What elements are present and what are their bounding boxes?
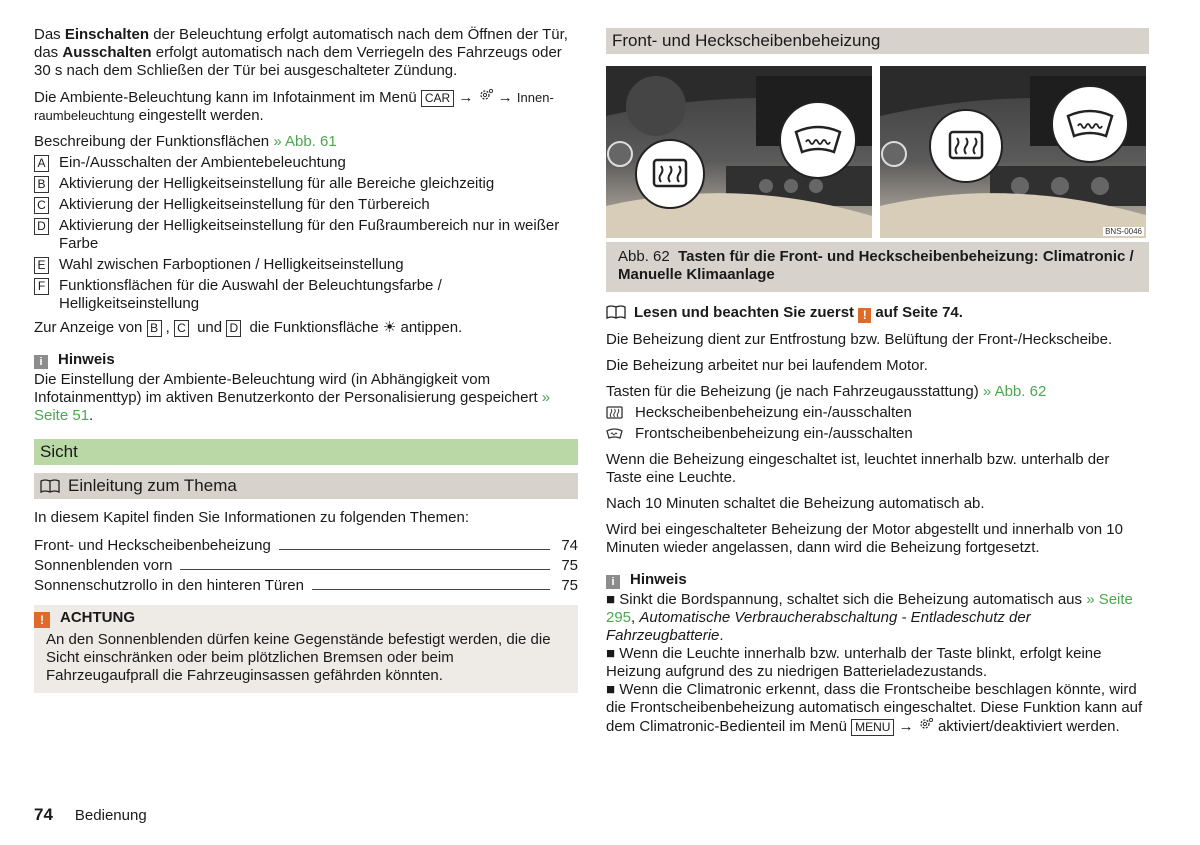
read-first-line [606, 304, 1149, 323]
figure-reference-link[interactable]: » Abb. 61 [273, 133, 337, 150]
key-rear-text: Heckscheibenbeheizung ein-/ausschalten [635, 404, 912, 421]
italic-reference: Automatische Verbraucherabschaltung - Entladeschutz der Fahrzeugbatterie [606, 609, 1031, 644]
list-item [34, 256, 578, 274]
paragraph: Die Beheizung arbeitet nur bei laufendem Motor. [606, 357, 928, 374]
note-header [606, 571, 1149, 589]
list-item [34, 196, 578, 214]
toc-row[interactable] [34, 575, 578, 595]
arrow: → [894, 718, 918, 735]
topic-intro: In diesem Kapitel finden Sie Informationen zu folgenden Themen: [34, 509, 469, 526]
warning-icon: ! [858, 308, 871, 323]
arrow: → [454, 89, 478, 106]
item-text: Aktivierung der Helligkeitseinstellung für alle Bereiche gleichzeitig [59, 175, 495, 192]
toc-row[interactable] [34, 535, 578, 555]
note-bullet: ■ Wenn die Leuchte innerhalb bzw. unterhalb der Taste blinkt, erfolgt keine Heizung aufgrund des zu niedrigen Batterieladezustands. [606, 645, 1102, 680]
function-heading-text: Beschreibung der Funktionsflächen [34, 133, 270, 150]
topic-title-bar [34, 473, 578, 499]
item-text: Aktivierung der Helligkeitseinstellung für den Fußraumbereich nur in weißer Farbe [59, 217, 560, 252]
text: erfolgt automatisch nach dem Verriegeln des Fahrzeugs oder 30 s nach dem Schließen der Tür bei ausgeschalteter Zündung. [34, 44, 562, 79]
text: Zur Anzeige von [34, 319, 147, 336]
key-front-text: Frontscheibenbeheizung ein-/ausschalten [635, 425, 913, 442]
text: , [631, 609, 640, 626]
warning-title: ACHTUNG [60, 609, 135, 626]
text: ■ Sinkt die Bordspannung, schaltet sich die Beheizung automatisch aus [606, 591, 1087, 608]
item-text: Funktionsflächen für die Auswahl der Beleuchtungsfarbe / Helligkeitseinstellung [59, 277, 442, 312]
item-text: Ein-/Ausschalten der Ambientebeleuchtung [59, 154, 346, 171]
toc-label: Sonnenschutzrollo in den hinteren Türen [34, 577, 304, 594]
paragraph: Die Beheizung dient zur Entfrostung bzw. Belüftung der Front-/Heckscheibe. [606, 331, 1113, 348]
figure-62 [606, 66, 1149, 238]
keys-heading [606, 383, 1149, 401]
text: Lesen und beachten Sie zuerst [634, 304, 859, 321]
intro-paragraph-1 [34, 26, 578, 80]
left-column [34, 26, 578, 693]
bold-term-einschalten: Einschalten [64, 26, 150, 43]
settings-gear-icon [478, 89, 494, 106]
toc-page: 75 [561, 577, 578, 594]
item-letter: A [34, 155, 49, 172]
item-letter: B [147, 320, 162, 337]
front-defrost-callout [780, 102, 856, 178]
warning-icon: ! [34, 612, 50, 628]
section-title-bar: Sicht [34, 439, 578, 465]
toc-label: Front- und Heckscheibenbeheizung [34, 537, 271, 554]
text: ■ Wenn die Climatronic erkennt, dass die Frontscheibe beschlagen könnte, wird die Frontscheibenbeheizung automatisch eingeschaltet. Diese Funktion kann auf dem Climatronic-Bedienteil im Menü [606, 681, 1143, 735]
figure-reference-link[interactable]: » Abb. 62 [982, 383, 1047, 400]
page-number: 74 [34, 805, 53, 824]
settings-gear-icon [918, 718, 934, 735]
item-letter: F [34, 278, 49, 295]
rear-defrost-callout [636, 140, 704, 208]
book-icon [40, 479, 60, 493]
warning-box [34, 605, 578, 693]
warning-text: An den Sonnenblenden dürfen keine Gegenstände befestigt werden, die die Sicht einschränken oder beim plötzlichen Bremsen oder beim Fahrzeugaufprall die Fahrzeuginsassen gefährden könnten. [46, 631, 551, 684]
toc-leader [180, 569, 550, 570]
text: eingestellt werden. [134, 107, 264, 124]
text: Die Einstellung der Ambiente-Beleuchtung wird (in Abhängigkeit vom Infotainmenttyp) im aktiven Benutzerkonto der Personalisierung gespeichert [34, 371, 542, 406]
note-bullets [606, 591, 1149, 736]
topic-title: Einleitung zum Thema [68, 476, 237, 495]
text: . [719, 627, 724, 644]
paragraph: Wenn die Beheizung eingeschaltet ist, leuchtet innerhalb bzw. unterhalb der Taste eine Leuchte. [606, 451, 1110, 486]
key-front-row [606, 425, 1149, 443]
text: auf Seite 74. [871, 304, 963, 321]
text: der Beleuchtung erfolgt automatisch nach dem Öffnen der Tür, das [34, 26, 568, 61]
right-column [606, 26, 1149, 736]
manual-ac-photo [880, 66, 1146, 238]
toc-label: Sonnenblenden vorn [34, 557, 173, 574]
page-reference-link[interactable]: » Seite 51 [34, 389, 551, 424]
front-window-defrost-icon [606, 427, 623, 441]
toc-leader [312, 589, 550, 590]
caption-text: Tasten für die Front- und Heckscheibenbeheizung: Climatronic / Manuelle Klimaanlage [618, 248, 1134, 283]
arrow: → [493, 89, 517, 106]
info-icon: i [606, 575, 620, 589]
item-letter: B [34, 176, 49, 193]
item-text: Aktivierung der Helligkeitseinstellung für den Türbereich [59, 196, 430, 213]
item-text: Wahl zwischen Farboptionen / Helligkeitseinstellung [59, 256, 404, 273]
note-bullet [606, 591, 1149, 645]
car-menu-key: CAR [421, 90, 454, 107]
paragraph: Wird bei eingeschalteter Beheizung der Motor abgestellt und innerhalb von 10 Minuten wieder angelassen, dann wird die Beheizung fortgesetzt. [606, 521, 1123, 556]
list-item [34, 175, 578, 193]
toc-leader [279, 549, 550, 550]
footer-section: Bedienung [74, 807, 147, 824]
page-reference-link[interactable]: » Seite 295 [606, 591, 1133, 626]
note-title: Hinweis [58, 351, 115, 368]
warning-header [34, 609, 566, 628]
text: die Funktionsfläche ☀ antippen. [245, 319, 463, 336]
item-letter: C [34, 197, 49, 214]
item-letter: D [226, 320, 241, 337]
text: Die Ambiente-Beleuchtung kann im Infotainment im Menü [34, 89, 421, 106]
text: . [89, 407, 94, 424]
key-rear-row [606, 404, 1149, 422]
bold-term-ausschalten: Ausschalten [62, 44, 152, 61]
table-of-contents [34, 535, 578, 595]
page-footer [34, 806, 147, 825]
text: aktiviert/deaktiviert werden. [933, 718, 1120, 735]
note-header [34, 351, 578, 369]
menu-key: MENU [851, 719, 894, 736]
note-title: Hinweis [630, 571, 687, 588]
caption-number: Abb. 62 [618, 248, 670, 265]
figure-caption [606, 242, 1149, 292]
figure-code: BNS-0046 [1105, 227, 1142, 236]
text: Das [34, 26, 65, 43]
section-header-bar: Front- und Heckscheibenbeheizung [606, 28, 1149, 54]
list-item [34, 217, 578, 253]
rear-window-defrost-icon [606, 406, 623, 420]
book-icon [606, 305, 626, 319]
item-letter: C [174, 320, 189, 337]
display-instruction [34, 319, 578, 337]
function-list [34, 154, 578, 313]
text: , [165, 319, 174, 336]
list-item [34, 277, 578, 313]
item-letter: D [34, 218, 49, 235]
toc-row[interactable] [34, 555, 578, 575]
toc-page: 74 [561, 537, 578, 554]
intro-paragraph-2 [34, 88, 578, 125]
menu-path: Innenraumbeleuchtung [34, 90, 554, 123]
paragraph: Nach 10 Minuten schaltet die Beheizung automatisch ab. [606, 495, 985, 512]
keys-heading-text: Tasten für die Beheizung (je nach Fahrzeugausstattung) [606, 383, 979, 400]
list-item [34, 154, 578, 172]
note-text [34, 371, 578, 425]
item-letter: E [34, 257, 49, 274]
info-icon: i [34, 355, 48, 369]
climatronic-photo [606, 66, 872, 238]
toc-page: 75 [561, 557, 578, 574]
figure-divider [872, 66, 880, 238]
function-heading [34, 133, 578, 151]
note-bullet [606, 681, 1149, 736]
text: und [192, 319, 227, 336]
